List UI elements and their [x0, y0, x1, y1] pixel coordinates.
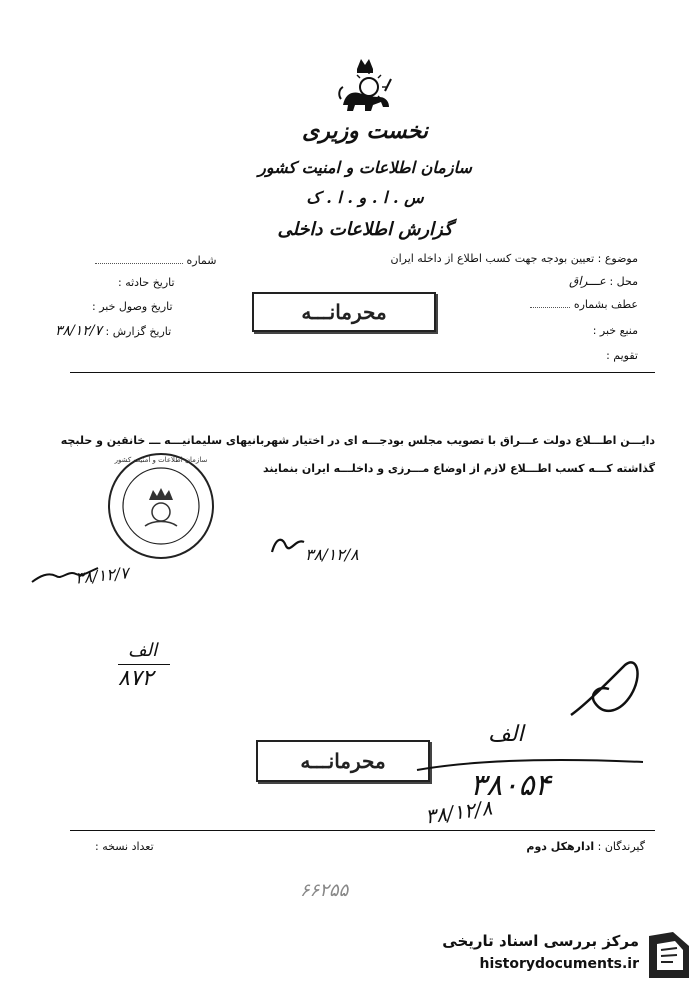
handwritten-initial-date: ۳۸/۱۲/۸: [305, 545, 359, 564]
source-label: منبع خبر :: [592, 324, 638, 337]
body-text-line-2: گذاشته کـــه کسب اطـــلاع لازم از اوضاع مـــرزی و داخلـــه ایران بنمایند: [262, 462, 655, 475]
handwritten-loop-mark-icon: [565, 655, 645, 725]
report-date-label: تاریخ گزارش :: [105, 325, 172, 338]
location-field: [569, 274, 638, 288]
event-date-label: تاریخ حادثه :: [118, 276, 175, 289]
source-field: [593, 324, 638, 337]
recipients-label: گیرندگان :: [597, 840, 645, 853]
seal-text: سازمان اطلاعات و امنیت کشور: [114, 456, 208, 464]
handwritten-alef-label: الف: [128, 640, 158, 661]
report-date-field: [55, 323, 171, 339]
subject-value: تعیین بودجه جهت کسب اطلاع از داخله ایران: [390, 252, 595, 265]
handwritten-number-right: ۳۸۰۵۴: [470, 768, 551, 803]
seal-circle-icon: [105, 450, 217, 562]
header-report-type: گزارش اطلاعات داخلی: [277, 219, 453, 240]
receipt-date-field: [92, 300, 173, 313]
subject-field: [390, 252, 638, 265]
reference-label: عطف بشماره: [573, 298, 638, 311]
watermark: [415, 928, 695, 982]
header-divider: [70, 372, 655, 373]
round-seal: [105, 450, 217, 562]
reference-field: [530, 298, 638, 311]
confidential-stamp-bottom: محرمانـــه: [256, 740, 430, 782]
handwritten-alef-number: ۸۷۲: [118, 666, 154, 691]
location-label: محل :: [609, 275, 638, 288]
number-field: [95, 254, 217, 267]
footer-divider: [70, 830, 655, 831]
faint-handwritten-number: ۶۶۲۵۵: [300, 880, 349, 901]
number-label: شماره: [186, 254, 217, 267]
lion-and-sun-emblem: [335, 55, 395, 117]
number-dots: [95, 263, 183, 264]
document-archive-logo-icon: [643, 928, 695, 982]
evaluation-label: تقویم :: [606, 349, 638, 362]
reference-dots: [530, 307, 570, 308]
event-date-field: [118, 276, 175, 289]
watermark-title: مرکز بررسی اسناد تاریخی: [442, 932, 639, 950]
handwritten-date-bottom: ۳۸/۱۲/۸: [423, 795, 494, 829]
header-prime-ministry: نخست وزیری: [302, 118, 428, 144]
body-text-line-1: دایـــن اطـــلاع دولت عـــراق با تصویب مجلس بودجـــه ای در اختیار شهربانیهای سلیمانیـــه ـــ خانقین و حلبچه: [60, 434, 655, 447]
header-organization: سازمان اطلاعات و امنیت کشور: [258, 158, 472, 177]
copies-label: تعداد نسخه :: [95, 840, 154, 853]
watermark-url: historydocuments.ir: [479, 956, 639, 972]
initial-squiggle-icon: [268, 532, 308, 558]
location-value: عـــراق: [568, 274, 606, 288]
subject-label: موضوع :: [597, 252, 638, 265]
handwritten-date-left: ۳۸/۱۲/۷: [74, 563, 130, 588]
recipients-value: ادارهکل دوم: [526, 840, 595, 853]
header-acronym: س . ا . و . ا . ک: [306, 188, 424, 207]
copies-field: [95, 840, 154, 853]
recipients-field: [526, 840, 645, 853]
receipt-date-label: تاریخ وصول خبر :: [92, 300, 173, 313]
report-date-value: ۳۸/۱۲/۷: [55, 323, 103, 339]
handwritten-alef-right: الف: [488, 722, 524, 747]
evaluation-field: [606, 349, 638, 362]
confidential-stamp-top: محرمانـــه: [252, 292, 436, 332]
alef-underline: [118, 664, 170, 665]
